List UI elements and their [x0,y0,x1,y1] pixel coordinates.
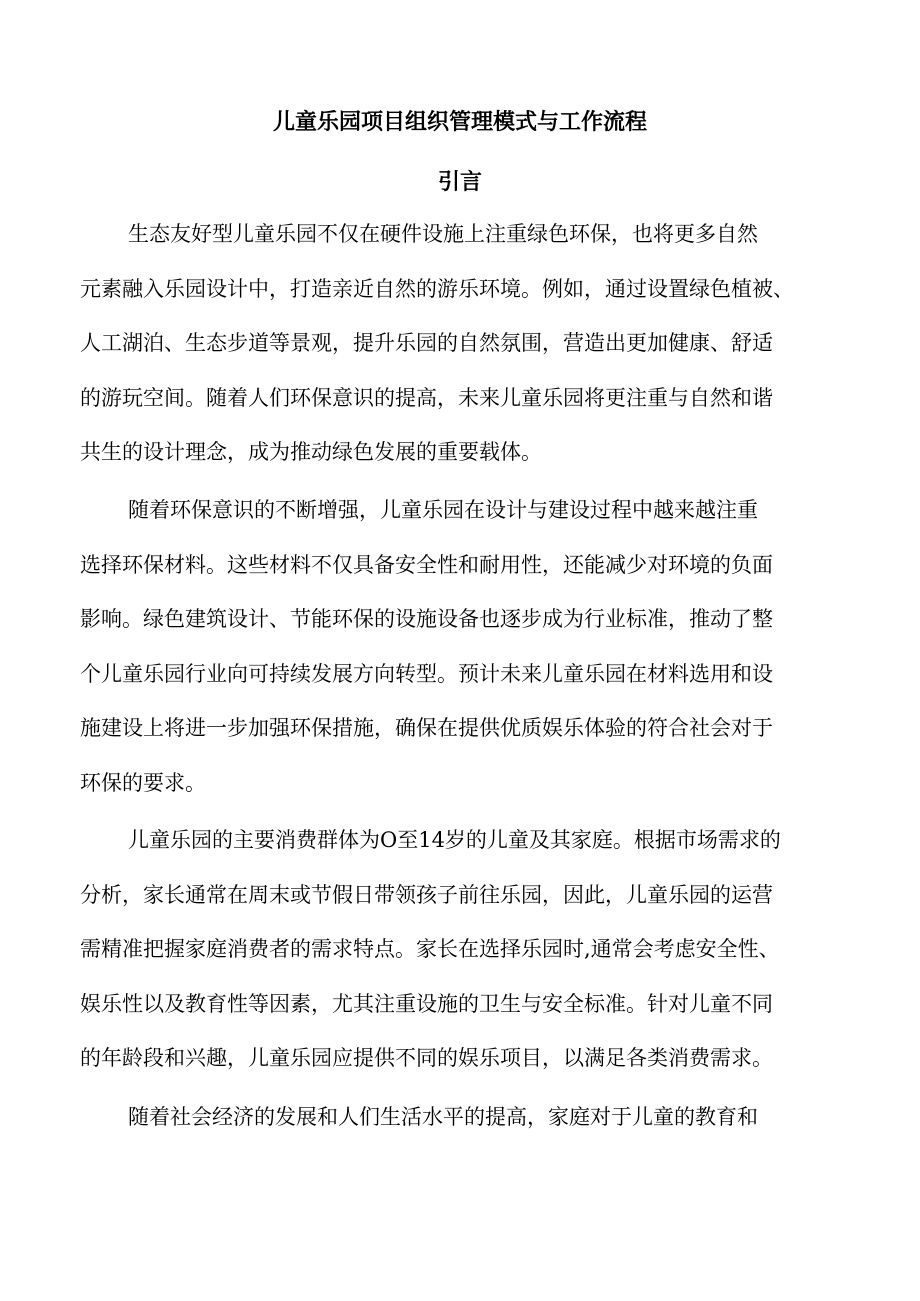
paragraph-line: 的游玩空间。随着人们环保意识的提高，未来儿童乐园将更注重与自然和谐 [80,385,773,410]
paragraph-line: 随着社会经济的发展和人们生活水平的提高，家庭对于儿童的教育和 [128,1105,758,1129]
paragraph-line: 共生的设计理念，成为推动绿色发展的重要载体。 [80,440,542,465]
paragraph-line: 施建设上将进一步加强环保措施，确保在提供优质娱乐体验的符合社会对于 [80,716,773,741]
paragraph-line: 生态友好型儿童乐园不仅在硬件设施上注重绿色环保，也将更多自然 [128,222,758,246]
paragraph-line: 的年龄段和兴趣，儿童乐园应提供不同的娱乐项目，以满足各类消费需求。 [80,1046,773,1071]
paragraph-line: 随着环保意识的不断增强，儿童乐园在设计与建设过程中越来越注重 [128,498,758,522]
body-paragraph-4 [80,1090,860,1145]
document-title: 儿童乐园项目组织管理模式与工作流程 [272,109,647,135]
section-heading: 引言 [437,169,482,195]
paragraph-line: 人工湖泊、生态步道等景观，提升乐园的自然氛围，营造出更加健康、舒适 [80,331,773,356]
body-paragraph-1 [80,207,860,480]
paragraph-line: 分析，家长通常在周末或节假日带领孩子前往乐园，因此，儿童乐园的运营 [80,882,773,907]
body-paragraph-3 [80,813,860,1086]
paragraph-line: 影响。绿色建筑设计、节能环保的设施设备也逐步成为行业标准，推动了整 [80,607,773,632]
paragraph-line: 儿童乐园的主要消费群体为O至14岁的儿童及其家庭。根据市场需求的 [128,828,781,852]
paragraph-line: 需精准把握家庭消费者的需求特点。家长在选择乐园时,通常会考虑安全性、 [80,937,780,962]
body-paragraph-2 [80,483,860,811]
paragraph-line: 选择环保材料。这些材料不仅具备安全性和耐用性，还能减少对环境的负面 [80,552,773,577]
paragraph-line: 娱乐性以及教育性等因素，尤其注重设施的卫生与安全标准。针对儿童不同 [80,991,773,1016]
paragraph-line: 元素融入乐园设计中，打造亲近自然的游乐环境。例如，通过设置绿色植被、 [80,276,794,301]
paragraph-line: 环保的要求。 [80,770,206,795]
paragraph-line: 个儿童乐园行业向可持续发展方向转型。预计未来儿童乐园在材料选用和设 [80,661,773,686]
